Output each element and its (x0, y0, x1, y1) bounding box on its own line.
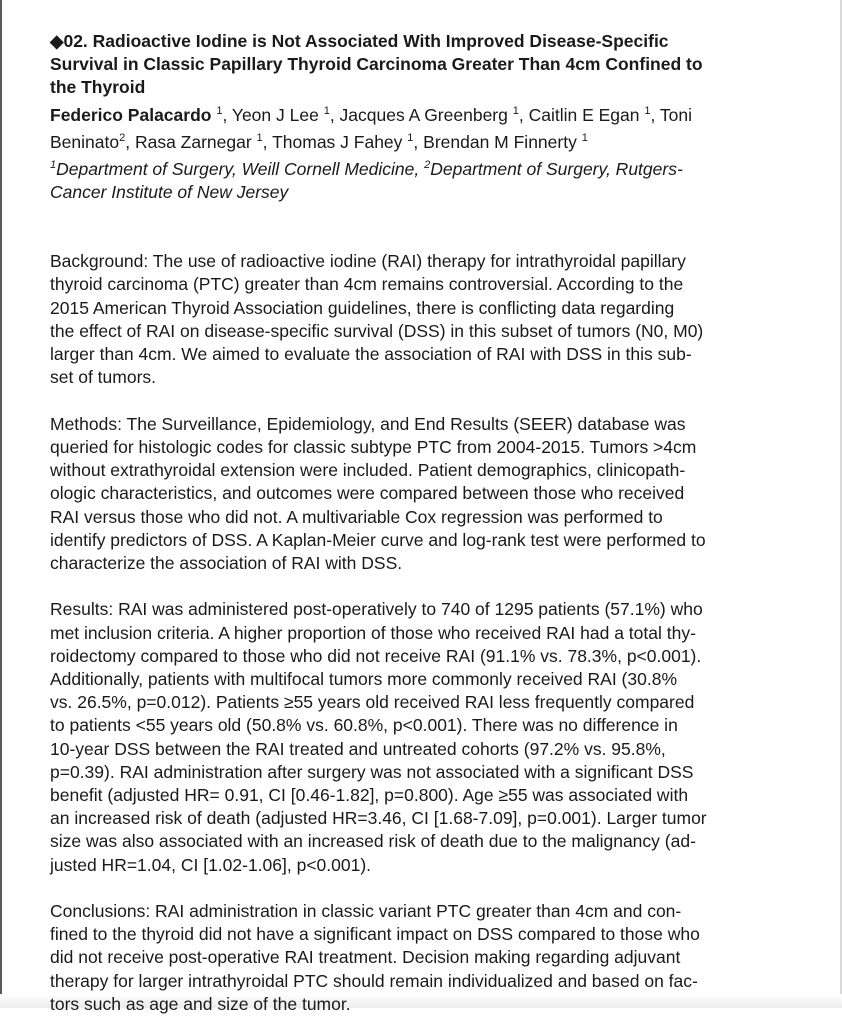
results-line: justed HR=1.04, CI [1.02-1.06], p<0.001). (50, 854, 372, 875)
methods-line: RAI versus those who did not. A multivariable Cox regression was performed to (50, 506, 663, 527)
background-line: thyroid carcinoma (PTC) greater than 4cm remains controversial. According to the (50, 274, 684, 295)
background-line: set of tumors. (50, 367, 157, 388)
conclusions-line: fined to the thyroid did not have a significant impact on DSS compared to those who (50, 924, 700, 945)
results-line: Results: RAI was administered post-operatively to 740 of 1295 patients (57.1%) who (50, 599, 703, 620)
methods-line: without extrathyroidal extension were included. Patient demographics, clinicopath- (50, 460, 686, 481)
results-line: size was also associated with an increased risk of death due to the malignancy (ad- (50, 831, 696, 852)
affiliation-line: $^1$Department of Surgery, Weill Cornell Medicine, $^2$Department of Surgery, Rutgers- (50, 158, 683, 179)
results-line: benefit (adjusted HR= 0.91, CI [0.46-1.82], p=0.800). Age ≥55 was associated with (50, 784, 689, 805)
abstract-title (50, 30, 790, 100)
methods-line: characterize the association of RAI with DSS. (50, 552, 403, 573)
methods-line: identify predictors of DSS. A Kaplan-Meier curve and log-rank test were performed to (50, 529, 706, 550)
results-line: roidectomy compared to those who did not receive RAI (91.1% vs. 78.3%, p<0.001). (50, 645, 702, 666)
first-author: Federico Palacardo (50, 104, 212, 125)
title-line: ◆02. Radioactive Iodine is Not Associated With Improved Disease-Specific (50, 30, 790, 53)
methods-line: queried for histologic codes for classic subtype PTC from 2004-2015. Tumors >4cm (50, 436, 697, 457)
results-line: an increased risk of death (adjusted HR=3.46, CI [1.68-7.09], p=0.001). Larger tumor (50, 808, 707, 829)
conclusions-line: tors such as age and size of the tumor. (50, 993, 351, 1014)
results-line: to patients <55 years old (50.8% vs. 60.8%, p<0.001). There was no difference in (50, 715, 678, 736)
results-line: p=0.39). RAI administration after surgery was not associated with a significant DSS (50, 761, 694, 782)
results-line: 10-year DSS between the RAI treated and untreated cohorts (97.2% vs. 95.8%, (50, 738, 666, 759)
conclusions-line: Conclusions: RAI administration in classic variant PTC greater than 4cm and con- (50, 900, 682, 921)
affiliation-line: Cancer Institute of New Jersey (50, 181, 289, 202)
conclusions-section (50, 900, 790, 1016)
diamond-icon: ◆ (50, 31, 64, 51)
conclusions-line: did not receive post-operative RAI treatment. Decision making regarding adjuvant (50, 947, 681, 968)
page-left-border (0, 0, 2, 1008)
background-line: the effect of RAI on disease-specific survival (DSS) in this subset of tumors (N0, M0) (50, 320, 704, 341)
methods-line: Methods: The Surveillance, Epidemiology, and End Results (SEER) database was (50, 413, 686, 434)
background-line: 2015 American Thyroid Association guidelines, there is conflicting data regarding (50, 297, 675, 318)
results-line: Additionally, patients with multifocal tumors more commonly received RAI (30.8% (50, 668, 678, 689)
background-line: Background: The use of radioactive iodine (RAI) therapy for intrathyroidal papillary (50, 251, 686, 272)
methods-section (50, 413, 790, 575)
results-line: vs. 26.5%, p=0.012). Patients ≥55 years old received RAI less frequently compared (50, 692, 695, 713)
abstract (50, 30, 790, 1016)
methods-line: ologic characteristics, and outcomes were compared between those who received (50, 483, 685, 504)
author-list (50, 100, 790, 154)
author-line: Beninato$^2$, Rasa Zarnegar $^1$, Thomas J Fahey $^1$, Brendan M Finnerty $^1$ (50, 131, 588, 152)
title-line: Survival in Classic Papillary Thyroid Carcinoma Greater Than 4cm Confined to (50, 54, 703, 75)
affiliations (50, 154, 790, 204)
background-line: larger than 4cm. We aimed to evaluate the association of RAI with DSS in this sub- (50, 344, 692, 365)
results-line: met inclusion criteria. A higher proportion of those who received RAI had a total thy- (50, 622, 696, 643)
background-section (50, 250, 790, 389)
results-section (50, 598, 790, 876)
title-line: the Thyroid (50, 77, 146, 98)
conclusions-line: therapy for larger intrathyroidal PTC should remain individualized and based on fac- (50, 970, 698, 991)
author-line: Federico Palacardo $^1$, Yeon J Lee $^1$, Jacques A Greenberg $^1$, Caitlin E Egan $^1$, Toni (50, 104, 693, 125)
